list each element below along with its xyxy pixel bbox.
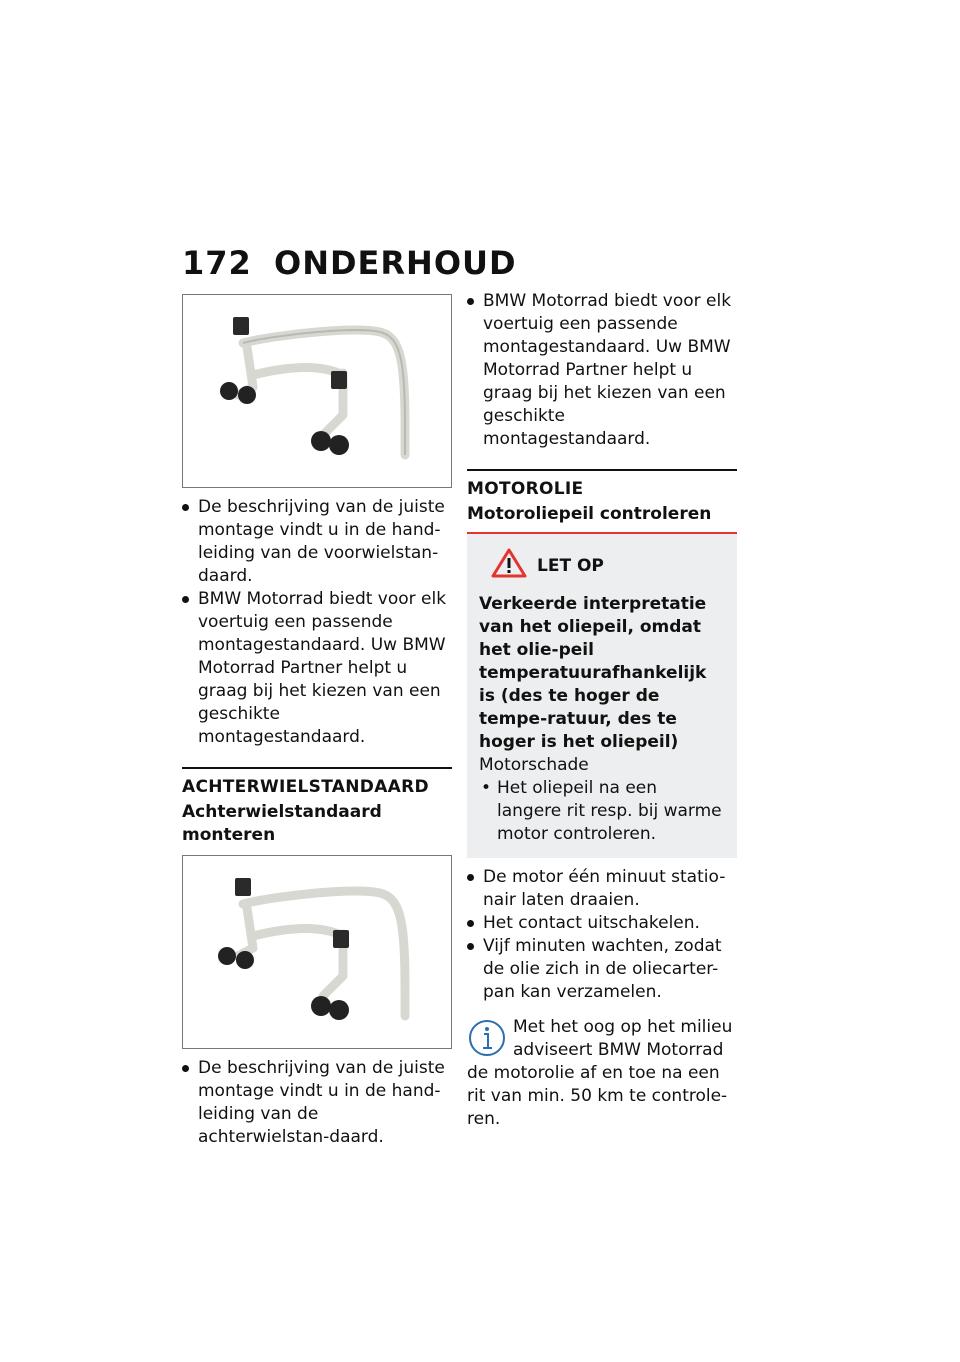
list-item: Het contact uitschakelen.	[467, 912, 737, 935]
list-item: BMW Motorrad biedt voor elk voertuig een passende montagestandaard. Uw BMW Motorrad Partner helpt u graag bij het kiezen van een geschikte montagestandaard.	[182, 588, 452, 749]
left-bullets-top	[182, 496, 452, 749]
chapter-title: ONDERHOUD	[274, 244, 517, 282]
subtitle-motoroliepeil-controleren: Motoroliepeil controleren	[467, 504, 712, 524]
list-item: De beschrijving van de juiste montage vindt u in de hand-leiding van de voorwielstan-daard.	[182, 496, 452, 588]
right-bullets-top	[467, 290, 737, 451]
warning-triangle-icon	[491, 548, 527, 583]
list-item: BMW Motorrad biedt voor elk voertuig een passende montagestandaard. Uw BMW Motorrad Partner helpt u graag bij het kiezen van een geschikte montagestandaard.	[467, 290, 737, 451]
caution-box	[467, 534, 737, 858]
list-item: De motor één minuut statio-nair laten draaien.	[467, 866, 737, 912]
caution-bold-text: Verkeerde interpretatie van het oliepeil, omdat het olie-peil temperatuurafhankelijk is (des te hoger de tempe-ratuur, des te hoger is het oliepeil)	[479, 594, 707, 752]
info-note	[467, 1016, 737, 1131]
caution-item: • Het oliepeil na een langere rit resp. bij warme motor controleren.	[479, 777, 725, 846]
section-title-achterwielstandaard: ACHTERWIELSTANDAARD	[182, 777, 429, 797]
front-stand-illustration	[182, 294, 452, 488]
page-number: 172	[182, 244, 252, 282]
section-title-motorolie: MOTOROLIE	[467, 479, 584, 499]
info-icon	[467, 1018, 507, 1058]
right-column	[467, 290, 737, 1131]
left-bullets-bottom	[182, 1057, 452, 1149]
left-column	[182, 294, 452, 1149]
list-item: Vijf minuten wachten, zodat de olie zich in de oliecarter-pan kan verzamelen.	[467, 935, 737, 1004]
page-header	[182, 244, 517, 282]
caution-consequence: Motorschade	[479, 755, 589, 775]
rear-stand-illustration	[182, 855, 452, 1049]
subtitle-achterwielstandaard-monteren: Achterwielstandaard monteren	[182, 802, 382, 845]
right-bullets-bottom	[467, 866, 737, 1004]
caution-title	[479, 548, 725, 583]
list-item: De beschrijving van de juiste montage vindt u in de hand-leiding van de achterwielstan-daard.	[182, 1057, 452, 1149]
caution-title-label: LET OP	[537, 555, 604, 576]
info-text: Met het oog op het milieu adviseert BMW Motorrad de motorolie af en toe na een rit van min. 50 km te controle-ren.	[467, 1017, 733, 1129]
